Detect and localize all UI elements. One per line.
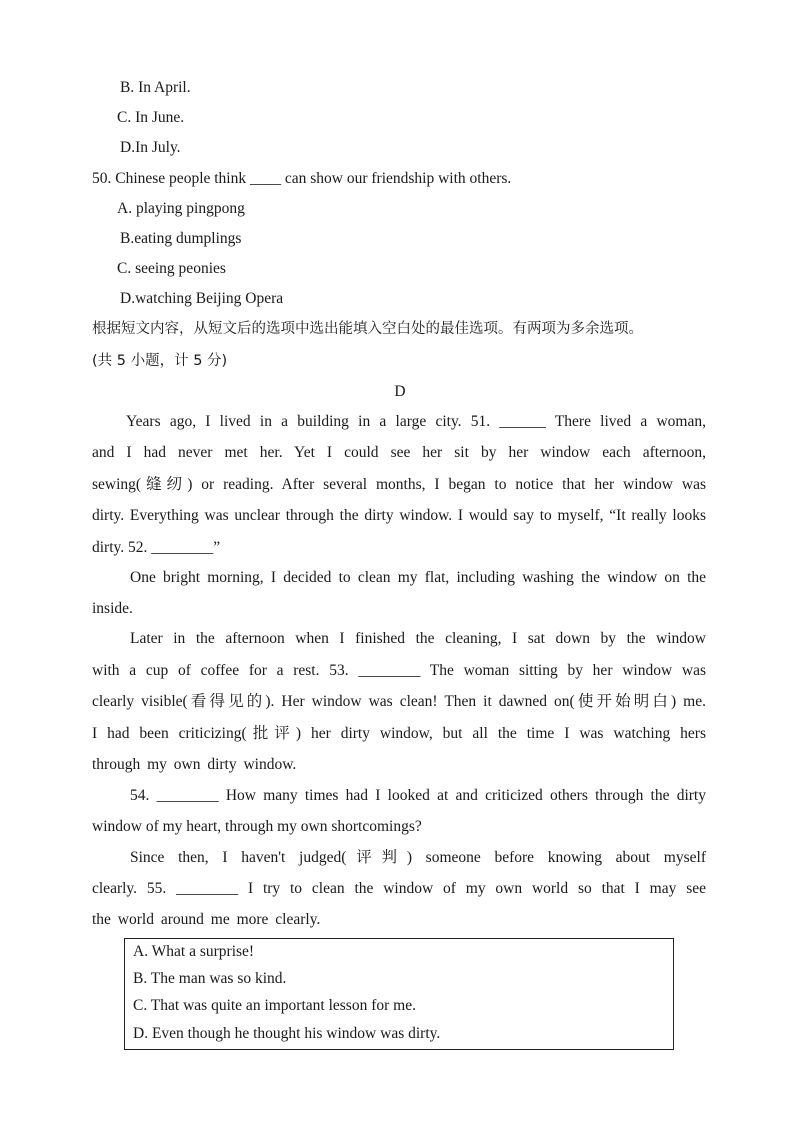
box-option-a: A. What a surprise! (133, 943, 255, 960)
section-instruction: 根据短文内容，从短文后的选项中选出能填入空白处的最佳选项。有两项为多余选项。 (92, 321, 643, 337)
section-score: (共 5 小题，计 5 分) (92, 353, 228, 369)
passage-p3-line5: through my own dirty window. (92, 756, 297, 773)
q49-option-d: D.In July. (120, 139, 181, 156)
passage-p4-line1: 54. ________ How many times had I looked at and criticized others through the dirty (130, 787, 706, 804)
passage-p3-line2: with a cup of coffee for a rest. 53. ________ The woman sitting by her window was (92, 662, 706, 679)
q49-option-c: C. In June. (117, 109, 185, 126)
q49-option-b: B. In April. (120, 79, 191, 96)
passage-p1-line3: sewing(缝纫) or reading. After several months, I began to notice that her window was (92, 476, 706, 493)
passage-p1-line2: and I had never met her. Yet I could see her sit by her window each afternoon, (92, 444, 706, 461)
passage-p1-line1: Years ago, I lived in a building in a large city. 51. ______ There lived a woman, (126, 413, 706, 430)
box-option-d: D. Even though he thought his window was dirty. (133, 1025, 441, 1042)
passage-p4-line2: window of my heart, through my own shortcomings? (92, 818, 422, 835)
passage-p5-line2: clearly. 55. ________ I try to clean the window of my own world so that I may see (92, 880, 706, 897)
passage-p5-line1: Since then, I haven't judged(评判) someone before knowing about myself (130, 849, 706, 866)
passage-p2-line1: One bright morning, I decided to clean my flat, including washing the window on the (130, 569, 706, 586)
passage-p1-line5: dirty. 52. ________” (92, 539, 221, 556)
box-option-b: B. The man was so kind. (133, 970, 287, 987)
section-letter: D (394, 383, 406, 400)
passage-p3-line4: I had been criticizing(批评) her dirty window, but all the time I was watching hers (92, 725, 706, 742)
box-option-c: C. That was quite an important lesson for me. (133, 997, 416, 1014)
passage-p3-line3: clearly visible(看得见的). Her window was clean! Then it dawned on(使开始明白) me. (92, 693, 706, 710)
passage-p5-line3: the world around me more clearly. (92, 911, 321, 928)
passage-p1-line4: dirty. Everything was unclear through the dirty window. I would say to myself, “It really looks (92, 507, 706, 524)
passage-p2-line2: inside. (92, 600, 133, 617)
q50-option-d: D.watching Beijing Opera (120, 290, 284, 307)
q50-stem: 50. Chinese people think ____ can show our friendship with others. (92, 170, 512, 187)
answer-options-box (124, 938, 674, 1050)
passage-p3-line1: Later in the afternoon when I finished the cleaning, I sat down by the window (130, 630, 706, 647)
q50-option-c: C. seeing peonies (117, 260, 226, 277)
q50-option-a: A. playing pingpong (117, 200, 245, 217)
q50-option-b: B.eating dumplings (120, 230, 242, 247)
